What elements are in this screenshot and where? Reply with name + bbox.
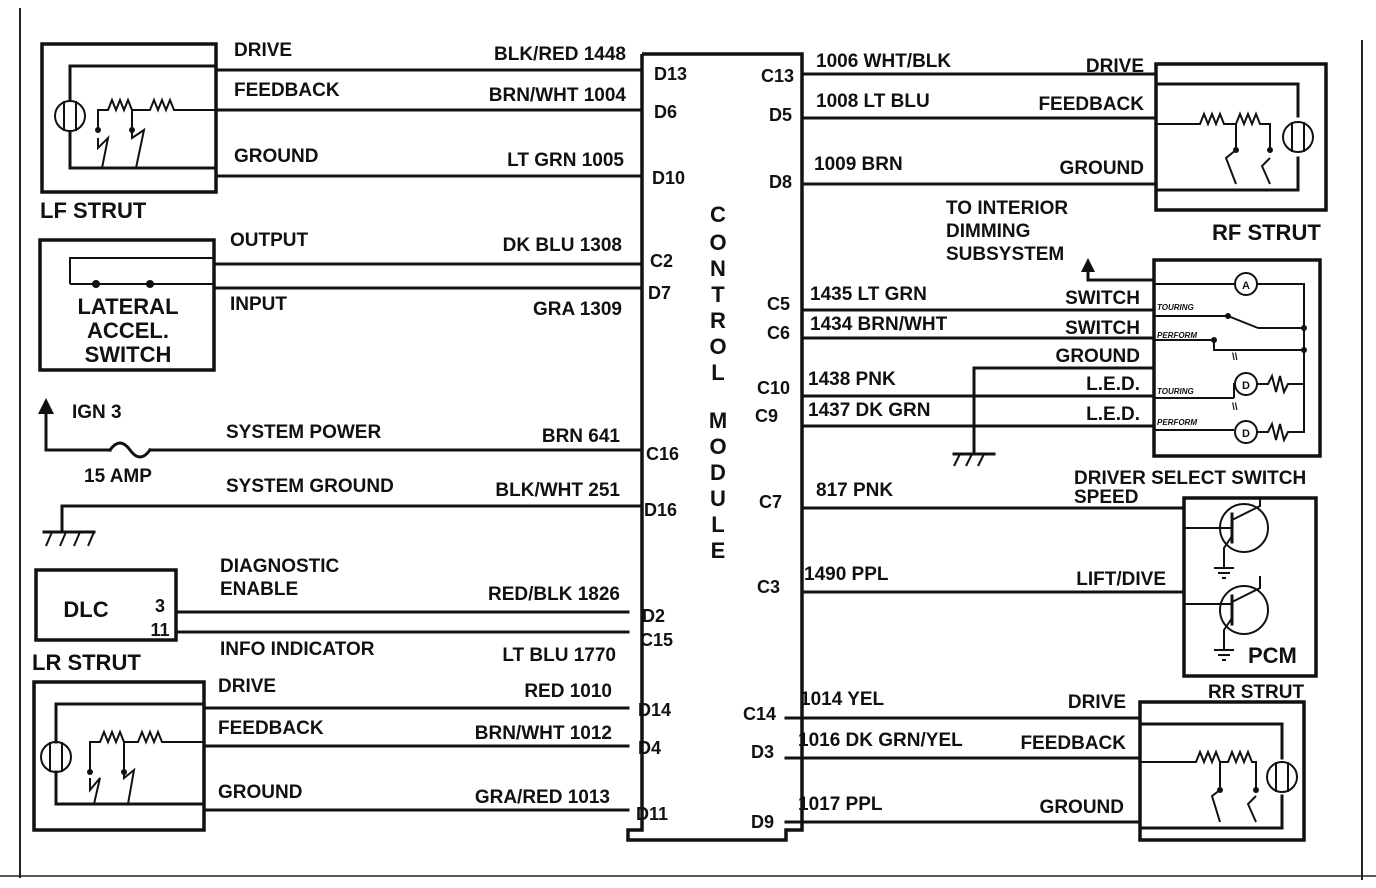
lr-feedback-wire: BRN/WHT 1012 xyxy=(474,723,612,744)
pin-d7: D7 xyxy=(648,283,672,303)
module-letter: E xyxy=(710,538,726,563)
lr-strut xyxy=(32,650,671,830)
lr-ground-label: GROUND xyxy=(218,782,303,803)
input-wire: GRA 1309 xyxy=(532,299,622,320)
led-wire-2: 1437 DK GRN xyxy=(808,400,931,421)
rf-feedback-label: FEEDBACK xyxy=(1038,94,1144,115)
dlc-terminal-11: 11 xyxy=(150,620,170,640)
mode-touring-2: TOURING xyxy=(1157,387,1194,396)
switch-label-2: SWITCH xyxy=(1065,318,1140,339)
switch-wire-1: 1435 LT GRN xyxy=(810,284,927,305)
module-letter: C xyxy=(710,202,726,227)
rf-strut-title: RF STRUT xyxy=(1212,220,1321,245)
svg-text:\\: \\ xyxy=(1232,352,1238,363)
module-letter: O xyxy=(709,434,727,459)
pin-d14: D14 xyxy=(638,700,672,720)
pin-c15: C15 xyxy=(640,630,674,650)
input-label: INPUT xyxy=(230,294,287,315)
info-indicator-wire: LT BLU 1770 xyxy=(502,645,616,666)
lateral-title-3: SWITCH xyxy=(84,342,172,367)
dimming-line-2: DIMMING xyxy=(946,221,1031,242)
rr-strut xyxy=(743,682,1304,840)
rr-feedback-label: FEEDBACK xyxy=(1020,733,1126,754)
ign-label: IGN 3 xyxy=(72,402,122,423)
speed-wire: 817 PNK xyxy=(816,480,894,501)
system-ground-label: SYSTEM GROUND xyxy=(226,476,394,497)
dlc-title: DLC xyxy=(63,597,109,622)
fuse-icon xyxy=(110,443,150,457)
rf-feedback-wire: 1008 LT BLU xyxy=(816,91,930,112)
lr-strut-title: LR STRUT xyxy=(32,650,141,675)
module-letter: M xyxy=(708,408,728,433)
lf-ground-wire: LT GRN 1005 xyxy=(507,150,624,171)
pin-d16: D16 xyxy=(644,500,678,520)
lf-strut-title: LF STRUT xyxy=(40,198,147,223)
rf-drive-label: DRIVE xyxy=(1085,56,1144,77)
led-label-1: L.E.D. xyxy=(1086,374,1140,395)
transistor-icon xyxy=(1184,498,1268,578)
module-letter: N xyxy=(710,256,726,281)
rr-drive-wire: 1014 YEL xyxy=(800,689,885,710)
pin-c6: C6 xyxy=(766,323,790,343)
pin-d5: D5 xyxy=(768,105,792,125)
pin-d10: D10 xyxy=(652,168,686,188)
switch-label-1: SWITCH xyxy=(1065,288,1140,309)
diagnostic-wire: RED/BLK 1826 xyxy=(488,584,620,605)
pin-d9: D9 xyxy=(750,812,774,832)
pin-d6: D6 xyxy=(654,102,678,122)
module-letter: T xyxy=(711,282,725,307)
pcm xyxy=(757,480,1316,676)
arrow-up-icon xyxy=(38,398,54,414)
pin-d3: D3 xyxy=(750,742,774,762)
lift-dive-label: LIFT/DIVE xyxy=(1076,569,1166,590)
lift-dive-wire: 1490 PPL xyxy=(804,564,889,585)
driver-select-title: DRIVER SELECT SWITCH xyxy=(1074,468,1307,489)
lr-ground-wire: GRA/RED 1013 xyxy=(474,787,610,808)
svg-text:D: D xyxy=(1242,380,1250,392)
module-letter: D xyxy=(710,460,726,485)
module-letter: U xyxy=(710,486,726,511)
led-wire-1: 1438 PNK xyxy=(808,369,896,390)
pin-d11: D11 xyxy=(636,804,669,824)
pin-d2: D2 xyxy=(642,606,666,626)
motor-icon xyxy=(41,742,71,772)
lateral-title-2: ACCEL. xyxy=(87,318,169,343)
pin-c2: C2 xyxy=(650,251,674,271)
rf-drive-wire: 1006 WHT/BLK xyxy=(816,51,952,72)
speed-label: SPEED xyxy=(1074,487,1139,508)
module-letter: L xyxy=(711,360,725,385)
lf-feedback-wire: BRN/WHT 1004 xyxy=(488,85,626,106)
dlc-terminal-3: 3 xyxy=(154,596,166,616)
lf-drive-label: DRIVE xyxy=(234,40,293,61)
rf-ground-wire: 1009 BRN xyxy=(814,154,903,175)
system-power-wire: BRN 641 xyxy=(541,426,620,447)
switch-wire-2: 1434 BRN/WHT xyxy=(810,314,948,335)
rr-feedback-wire: 1016 DK GRN/YEL xyxy=(798,730,963,751)
motor-icon xyxy=(55,101,85,131)
pin-c13: C13 xyxy=(760,66,794,86)
module-letter: R xyxy=(710,308,726,333)
info-indicator-label: INFO INDICATOR xyxy=(220,639,375,660)
module-letter: O xyxy=(709,334,727,359)
lateral-accel-switch xyxy=(40,230,673,370)
module-letter: O xyxy=(709,230,727,255)
lateral-title-1: LATERAL xyxy=(77,294,179,319)
system-power-label: SYSTEM POWER xyxy=(226,422,382,443)
ground-icon xyxy=(44,532,94,546)
power-feed xyxy=(38,398,679,546)
diagnostic-label-1: DIAGNOSTIC xyxy=(220,556,340,577)
pin-c7: C7 xyxy=(758,492,782,512)
rr-ground-label: GROUND xyxy=(1039,797,1124,818)
system-ground-wire: BLK/WHT 251 xyxy=(495,480,620,501)
dimming-line-3: SUBSYSTEM xyxy=(946,244,1065,265)
pin-c16: C16 xyxy=(646,444,680,464)
rr-strut-title: RR STRUT xyxy=(1208,682,1305,703)
pin-c10: C10 xyxy=(756,378,790,398)
pin-c9: C9 xyxy=(754,406,778,426)
led-label-2: L.E.D. xyxy=(1086,404,1140,425)
svg-text:\\: \\ xyxy=(1232,402,1238,413)
lr-feedback-label: FEEDBACK xyxy=(218,718,324,739)
svg-text:A: A xyxy=(1242,280,1250,292)
lf-feedback-label: FEEDBACK xyxy=(234,80,340,101)
lf-drive-wire: BLK/RED 1448 xyxy=(494,44,626,65)
motor-icon xyxy=(1283,122,1313,152)
lr-drive-wire: RED 1010 xyxy=(524,681,612,702)
rf-ground-label: GROUND xyxy=(1059,158,1144,179)
pin-c14: C14 xyxy=(742,704,776,724)
pin-d13: D13 xyxy=(654,64,688,84)
lr-drive-label: DRIVE xyxy=(218,676,277,697)
control-module-label xyxy=(709,202,727,563)
pcm-title: PCM xyxy=(1248,643,1297,668)
fuse-label: 15 AMP xyxy=(84,466,152,487)
svg-text:D: D xyxy=(1242,428,1250,440)
output-label: OUTPUT xyxy=(230,230,309,251)
pin-d4: D4 xyxy=(638,738,662,758)
motor-icon xyxy=(1267,762,1297,792)
mode-touring-1: TOURING xyxy=(1157,303,1194,312)
lf-strut xyxy=(40,40,687,223)
rr-ground-wire: 1017 PPL xyxy=(798,794,883,815)
pin-c5: C5 xyxy=(766,294,790,314)
rr-drive-label: DRIVE xyxy=(1067,692,1126,713)
diagnostic-label-2: ENABLE xyxy=(220,579,299,600)
mode-perform-2: PERFORM xyxy=(1157,418,1197,427)
module-letter: L xyxy=(711,512,725,537)
dimming-line-1: TO INTERIOR xyxy=(946,198,1069,219)
ground-icon xyxy=(954,454,994,466)
mode-perform-1: PERFORM xyxy=(1157,331,1197,340)
pin-c3: C3 xyxy=(756,577,780,597)
arrow-up-icon xyxy=(1081,258,1095,272)
ground-label: GROUND xyxy=(1055,346,1140,367)
output-wire: DK BLU 1308 xyxy=(502,235,622,256)
lf-ground-label: GROUND xyxy=(234,146,319,167)
pin-d8: D8 xyxy=(768,172,792,192)
